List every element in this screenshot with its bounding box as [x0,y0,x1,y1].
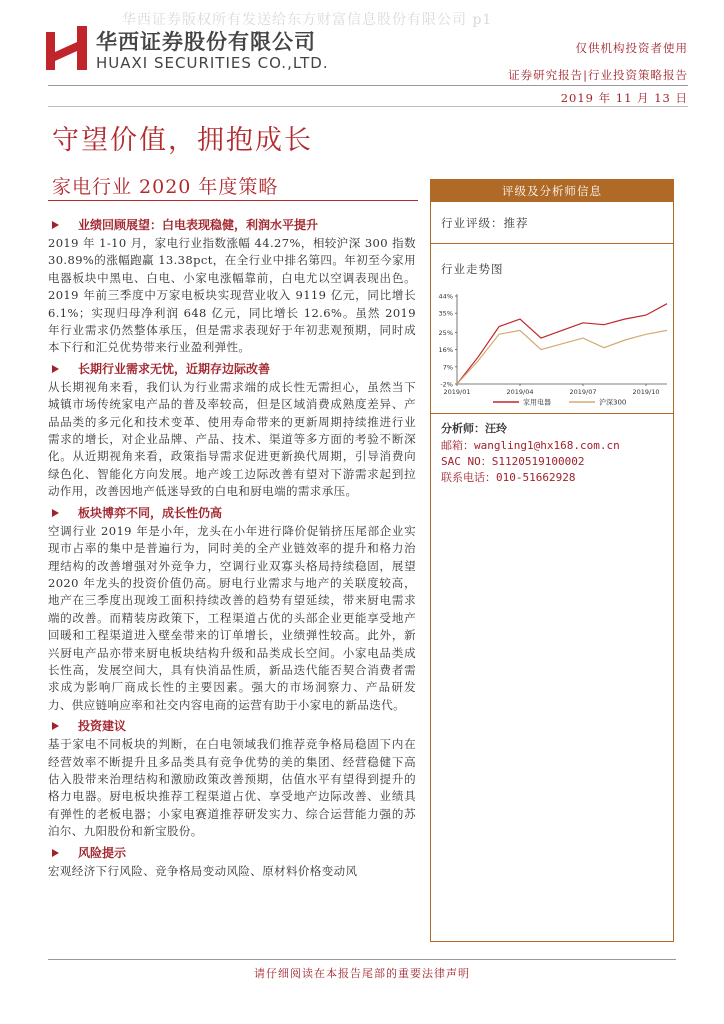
industry-rating: 行业评级：推荐 [441,216,529,230]
y-tick-label: 7% [442,363,453,372]
y-tick-label: 35% [438,309,453,318]
section-heading: 风险提示 [48,843,416,863]
analyst-sidebar [430,179,674,942]
x-tick-label: 2019/07 [569,388,597,396]
sidebar-divider [431,413,673,414]
section-body: 基于家电不同板块的判断，在白电领域我们推荐竞争格局稳固下内在经营效率不断提升且多品类具有竞争优势的美的集团、经营稳健下高估入股带来治理结构和激励政策改善预期，估值水平有望得到提升的格力电器。厨电板块推荐工程渠道占优、享受地产边际改善、业绩具有弹性的老板电器；小家电赛道推荐研发实力、综合运营能力强的苏泊尔、九阳股份和新宝股份。 [48,737,416,839]
legend-label: 家用电器 [523,398,551,407]
analyst-sac: SAC NO：S1120519100002 [441,455,585,468]
huaxi-logo-icon [46,26,88,70]
triangle-bullet-icon [52,221,59,229]
x-tick-label: 2019/04 [506,388,534,396]
triangle-bullet-icon [52,722,59,730]
x-tick-label: 2019/10 [632,388,660,396]
section-heading: 业绩回顾展望：白电表现稳健，利润水平提升 [48,215,416,235]
analyst-name: 分析师：汪玲 [441,422,507,435]
analyst-phone: 联系电话：010-51662928 [441,471,576,484]
section-heading: 长期行业需求无忧，近期存边际改善 [48,359,416,379]
trend-chart-title: 行业走势图 [441,262,504,276]
audience-note: 仅供机构投资者使用 [575,41,688,55]
y-tick-label: 44% [438,292,453,301]
analyst-email[interactable]: 邮箱：wangling1@hx168.com.cn [441,439,620,452]
section-body: 空调行业 2019 年是小年，龙头在小年进行降价促销挤压尾部企业实现市占率的集中是普遍行为，同时美的全产业链效率的提升和格力治理结构的改善增强对外竞争力，空调行业双寡头格局持续稳固，展望 2020 年龙头的投资价值仍高。厨电行业需求与地产的关联度较高，地产在三季度出现竣工面积持续改善的趋势有望延续，带来厨电需求端的改善。而精装房政策下，工程渠道占优的头部企业更能享受地产回暖和工程渠道进入壁垒带来的订单增长，业绩弹性较高。此外，新兴厨电产品亦带来厨电板块结构升级和品类成长空间。小家电品类成长性高，发展空间大，具有快消品性质，新品迭代能否契合消费者需求成为影响厂商成长性的主要因素。强大的市场洞察力、产品研发力、供应链响应率和社交内容电商的运营有助于小家电的新品迭代。 [48,523,416,712]
y-tick-label: -2% [440,380,453,389]
report-category: 证券研究报告|行业投资策略报告 [508,68,688,82]
x-tick-label: 2019/01 [443,388,471,396]
header-divider-2 [48,106,688,107]
header-divider [48,85,688,86]
triangle-bullet-icon [52,849,59,857]
section-body: 宏观经济下行风险、竞争格局变动风险、原材料价格变动风 [48,863,358,878]
brand-name-cn: 华西证券股份有限公司 [96,30,316,54]
footer-divider [48,959,676,960]
sidebar-header: 评级及分析师信息 [431,180,673,202]
legend-label: 沪深300 [599,398,627,407]
brand-name-en: HUAXI SECURITIES CO.,LTD. [96,54,329,72]
watermark: 华西证券版权所有发送给东方财富信息股份有限公司 p1 [122,12,493,28]
legal-footer[interactable]: 请仔细阅读在本报告尾部的重要法律声明 [254,967,470,980]
trend-chart [431,286,673,418]
section-body: 从长期视角来看，我们认为行业需求端的成长性无需担心，虽然当下城镇市场传统家电产品的普及率较高，但是区域消费成熟度差异、产品品类的多元化和技术变革、使用寿命带来的更新周期持续推进行业需求的增长，对企业品牌、产品、技术、渠道等多方面的考验不断深化。从近期视角来看，政策指导需求促进更新换代周期，引导消费向绿色化、智能化方向发展。地产竣工边际改善有望对下游需求起到拉动作用，改善因地产低迷导致的白电和厨电端的需求承压。 [48,379,416,499]
y-tick-label: 25% [438,328,453,337]
section-heading: 投资建议 [48,716,416,736]
report-title: 守望价值，拥抱成长 [52,125,313,156]
report-date: 2019 年 11 月 13 日 [560,91,688,105]
subtitle-divider [48,200,418,201]
section-body: 2019 年 1-10 月，家电行业指数涨幅 44.27%，相较沪深 300 指数 30.89%的涨幅跑赢 13.38pct，在全行业中排名第四。年初至今家用电器板块中黑电、白电、小家电涨幅靠前，白电尤以空调表现出色。2019 年前三季度中万家电板块实现营业收入 9119 亿元，同比增长 6.1%；实现归母净利润 648 亿元，同比增长 12.6%。虽然 2019 年行业需求仍然整体承压，但是需求表现好于年初悲观预期，同时成本下行和汇兑优势带来行业盈利弹性。 [48,236,416,355]
series-line-2 [457,330,667,384]
triangle-bullet-icon [52,365,59,373]
sidebar-divider [431,243,673,244]
report-subtitle: 家电行业 2020 年度策略 [52,176,279,198]
triangle-bullet-icon [52,509,59,517]
section-heading: 板块博弈不同，成长性仍高 [48,503,416,523]
y-tick-label: 16% [438,346,453,355]
main-content [48,213,416,881]
